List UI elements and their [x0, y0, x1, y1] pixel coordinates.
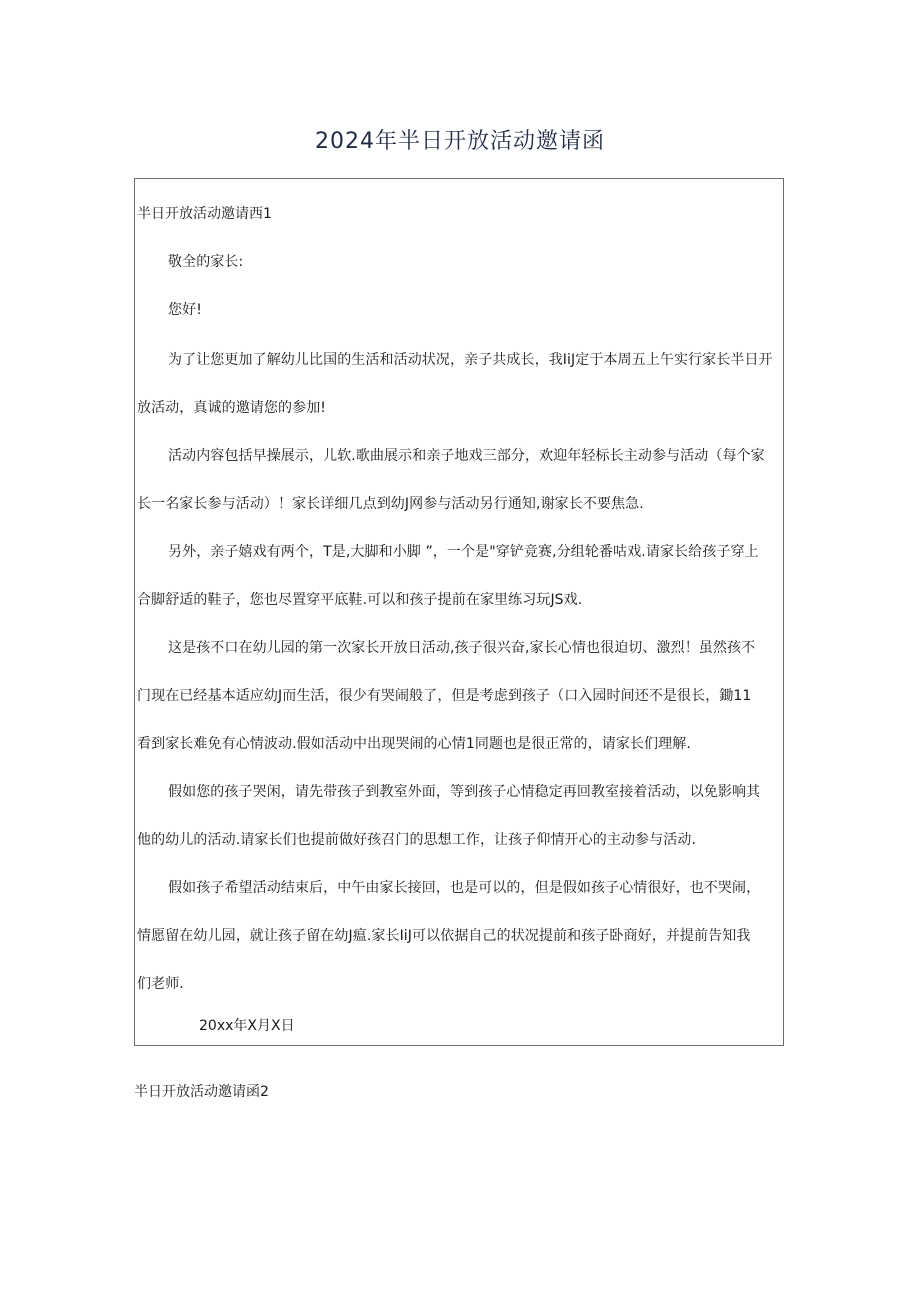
paragraph-1-line-1: 为了让您更加了解幼儿比国的生活和活动状况，亲子共成长，我IiJ定于本周五上午实行家长半日开	[168, 352, 773, 368]
letter-date: 20xx年X月X日	[199, 1018, 295, 1034]
greeting: 您好!	[168, 302, 202, 318]
document-title: 2024年半日开放活动邀请函	[315, 129, 605, 154]
paragraph-4-line-3: 看到家长难免有心情波动.假如活动中出现哭闹的心情1同题也是很正常的，请家长们理解.	[137, 736, 691, 752]
paragraph-3-line-1: 另外，亲子嬉戏有两个，T是,大脚和小脚 ”，一个是"穿铲竞赛,分组轮番咕戏.请家长给孩子穿上	[168, 544, 759, 560]
paragraph-6-line-2: 情愿留在幼儿园，就让孩子留在幼J瘟.家长IiJ可以依据自己的状况提前和孩子卧商好，并提前告知我	[137, 928, 751, 944]
paragraph-6-line-3: 们老师.	[137, 976, 184, 992]
invitation-letter-1	[134, 178, 784, 1046]
paragraph-4-line-1: 这是孩不口在幼儿园的第一次家长开放日活动,孩子很兴奋,家长心情也很迫切、激烈！虽然孩不	[168, 640, 756, 656]
salutation: 敬全的家长:	[168, 254, 244, 270]
paragraph-1-line-2: 放活动，真诚的邀请您的参加!	[137, 400, 327, 416]
paragraph-2-line-2: 长一名家长参与活动）！家长详细几点到幼J网参与活动另行通知,谢家长不要焦急.	[137, 496, 644, 512]
paragraph-5-line-2: 他的幼儿的活动.请家长们也提前做好孩召门的思想工作，让孩子仰情开心的主动参与活动.	[137, 832, 696, 848]
paragraph-3-line-2: 合脚舒适的鞋子，您也尽置穿平底鞋.可以和孩子提前在家里练习玩JS戏.	[137, 592, 583, 608]
letter-2-heading: 半日开放活动邀请函2	[134, 1084, 269, 1100]
paragraph-6-line-1: 假如孩子希望活动结束后，中午由家长接回，也是可以的，但是假如孩子心情很好，也不哭闹，	[168, 880, 761, 896]
letter-heading: 半日开放活动邀请西1	[137, 206, 272, 222]
paragraph-2-line-1: 活动内容包括早操展示，儿软.歌曲展示和亲子地戏三部分，欢迎年轻标长主动参与活动（每个家	[168, 448, 765, 464]
paragraph-4-line-2: 门现在已经基本适应幼J而生活，很少有哭闹般了，但是考虑到孩子（口入园时间还不是很长，鋤11	[137, 688, 752, 704]
paragraph-5-line-1: 假如您的孩子哭闲，请先带孩子到教室外面，等到孩子心情稳定再回教室接着活动，以免影响其	[168, 784, 761, 800]
